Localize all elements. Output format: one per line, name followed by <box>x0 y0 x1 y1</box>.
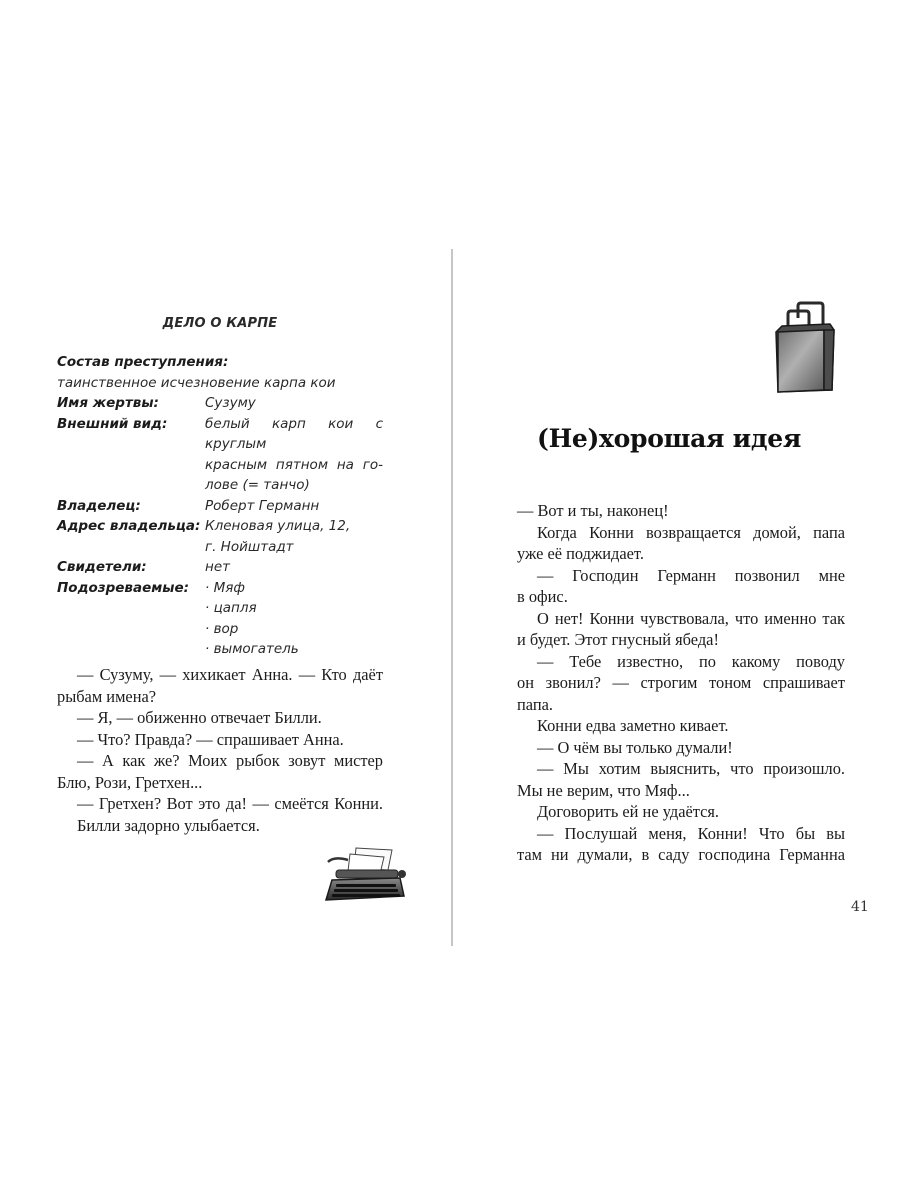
text-line: Договорить ей не удаётся. <box>537 802 720 821</box>
text-line: — Я, — обиженно отвечает Билли. <box>77 708 322 727</box>
row-label: Внешний вид: <box>57 415 168 432</box>
text-line: Конни едва заметно кивает. <box>537 716 729 735</box>
crime-label: Состав преступления: <box>57 354 229 370</box>
paragraph <box>57 815 383 837</box>
text-line: — Мы хотим выяснить, что произошло. <box>537 759 845 778</box>
case-file-row-suspects <box>57 578 383 660</box>
row-label: Подозреваемые: <box>57 579 190 596</box>
row-value <box>205 414 383 496</box>
text-line: Когда Конни возвращается домой, папа <box>537 522 845 542</box>
row-label: Адрес владельца: <box>57 518 201 534</box>
text-line: и будет. Этот гнусный ябеда! <box>517 630 719 649</box>
case-file-row-owner <box>57 496 383 517</box>
paragraph <box>517 823 845 866</box>
page-number: 41 <box>851 899 869 915</box>
case-file <box>57 352 383 660</box>
paragraph <box>517 758 845 801</box>
paragraph <box>517 737 845 759</box>
text-line: — Послушай меня, Конни! Что бы вы <box>537 823 845 843</box>
text-line: — Гретхен? Вот это да! — смеётся Конни. <box>77 794 383 813</box>
text-line: папа. <box>517 694 553 714</box>
text-line: — О чём вы только думали! <box>537 737 733 757</box>
typewriter-icon <box>320 840 408 904</box>
text-line: О нет! Конни чувствовала, что именно так <box>537 608 845 628</box>
row-label: Владелец: <box>57 497 141 514</box>
value-line: красным пятном на го- <box>205 456 383 473</box>
paragraph <box>517 500 845 522</box>
text-line: в офис. <box>517 587 568 606</box>
chapter-title: (Не)хорошая идея <box>537 424 801 453</box>
suspect-item: · цапля <box>205 600 257 616</box>
paragraph <box>517 522 845 565</box>
typewriter-illustration <box>320 840 408 904</box>
text-line: уже её поджидает. <box>517 544 644 563</box>
text-line: — Что? Правда? — спрашивает Анна. <box>77 729 344 749</box>
suspect-item: · вор <box>205 620 239 637</box>
case-file-row-appearance <box>57 414 383 496</box>
value-line: нет <box>205 559 230 575</box>
text-line: — Тебе известно, по какому поводу <box>537 651 845 671</box>
text-line: — А как же? Моих рыбок зовут мистер <box>77 751 383 770</box>
text-line: Билли задорно улыбается. <box>77 815 260 835</box>
value-line: Роберт Германн <box>205 497 320 514</box>
text-line: — Сузуму, — хихикает Анна. — Кто даёт <box>77 665 383 684</box>
text-line: он звонил? — строгим тоном спрашивает <box>517 673 845 692</box>
value-line: лове (= танчо) <box>205 477 310 493</box>
paragraph <box>517 608 845 651</box>
suspects-list <box>205 578 383 660</box>
suspect-item: · вымогатель <box>205 641 299 657</box>
shopping-bag-icon <box>768 300 842 396</box>
value-line: Сузуму <box>205 395 256 411</box>
row-label: Имя жертвы: <box>57 395 159 411</box>
paragraph <box>517 651 845 716</box>
crime-value: таинственное исчезновение карпа кои <box>57 374 336 391</box>
row-value <box>205 393 383 414</box>
case-file-row-witnesses <box>57 557 383 578</box>
paragraph <box>517 565 845 608</box>
text-line: Блю, Рози, Гретхен... <box>57 772 203 792</box>
paragraph <box>517 801 845 823</box>
text-line: там ни думали, в саду господина Германна <box>517 845 845 864</box>
shopping-bag-illustration <box>768 300 842 396</box>
row-value <box>205 516 383 557</box>
paragraph <box>57 729 383 751</box>
page-gutter-divider <box>451 249 453 946</box>
right-page-prose <box>517 500 845 866</box>
left-page-prose <box>57 664 383 836</box>
case-file-row-address <box>57 516 383 557</box>
text-line: рыбам имена? <box>57 686 157 706</box>
paragraph <box>57 750 383 793</box>
row-value <box>205 557 383 578</box>
paragraph <box>57 664 383 707</box>
text-line: — Вот и ты, наконец! <box>517 501 669 520</box>
case-file-row-victim <box>57 393 383 414</box>
value-line: Кленовая улица, 12, <box>205 518 351 534</box>
value-line: г. Нойштадт <box>205 538 294 555</box>
row-label: Свидетели: <box>57 559 147 575</box>
row-value <box>205 496 383 517</box>
value-line: белый карп кои с круглым <box>205 415 383 452</box>
text-line: — Господин Германн позвонил мне <box>537 565 845 585</box>
paragraph <box>57 793 383 815</box>
paragraph <box>517 715 845 737</box>
text-line: Мы не верим, что Мяф... <box>517 780 690 800</box>
suspect-item: · Мяф <box>205 579 245 596</box>
case-title: ДЕЛО О КАРПЕ <box>162 316 278 331</box>
paragraph <box>57 707 383 729</box>
